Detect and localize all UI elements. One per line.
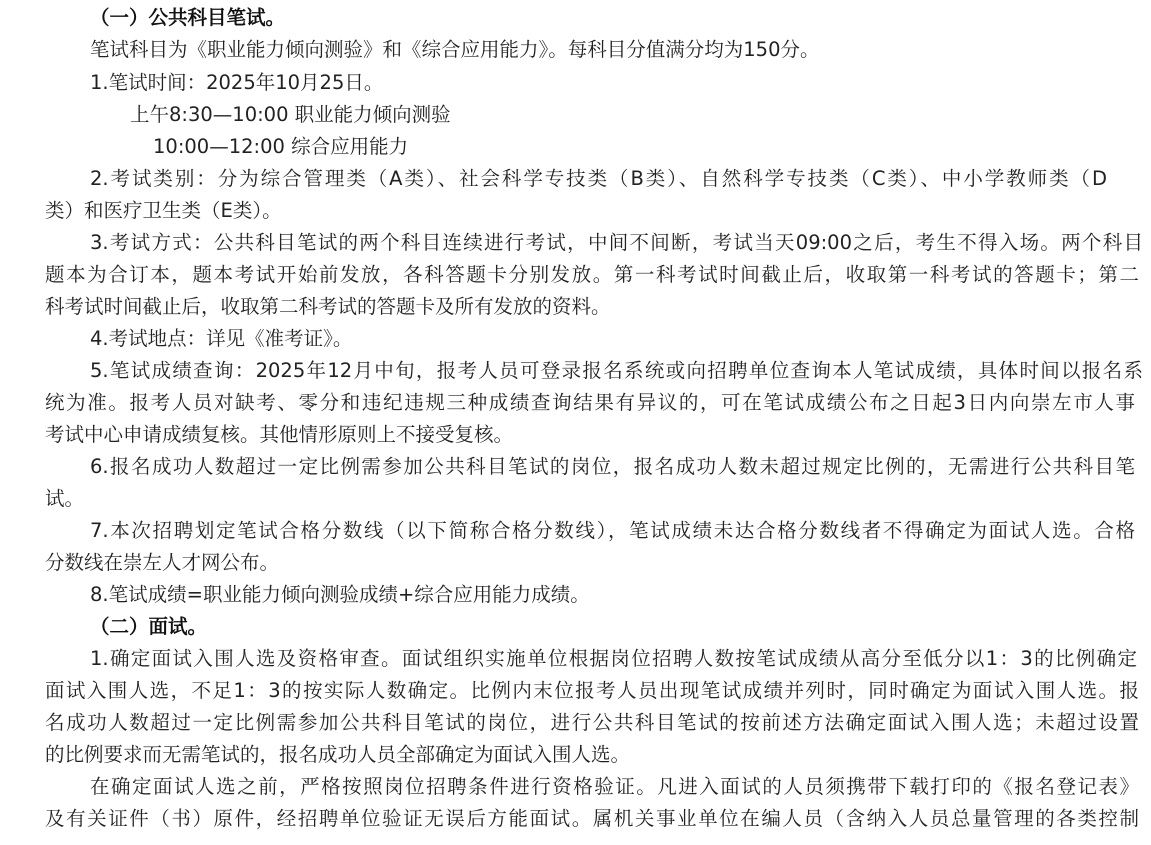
paragraph-line: 在确定面试人选之前，严格按照岗位招聘条件进行资格验证。凡进入面试的人员须携带下载打印的《报名登记表》 — [90, 775, 1139, 798]
paragraph-line: 上午8:30—10:00 职业能力倾向测验 — [130, 103, 451, 126]
paragraph-line: 科考试时间截止后，收取第二科考试的答题卡及所有发放的资料。 — [45, 295, 611, 318]
section-heading-written-exam: （一）公共科目笔试。 — [90, 6, 286, 29]
paragraph-line: 题本为合订本，题本考试开始前发放，各科答题卡分别发放。第一科考试时间截止后，收取第一科考试的答题卡；第二 — [45, 263, 1139, 286]
paragraph-line: 笔试科目为《职业能力倾向测验》和《综合应用能力》。每科目分值满分均为150分。 — [90, 38, 820, 61]
paragraph-line: 面试入围人选，不足1：3的按实际人数确定。比例内末位报考人员出现笔试成绩并列时，同时确定为面试入围人选。报 — [45, 679, 1139, 702]
paragraph-line: 6.报名成功人数超过一定比例需参加公共科目笔试的岗位，报名成功人数未超过规定比例的，无需进行公共科目笔 — [90, 455, 1135, 478]
paragraph-line: 考试中心申请成绩复核。其他情形原则上不接受复核。 — [45, 423, 514, 446]
paragraph-line: 4.考试地点：详见《准考证》。 — [90, 327, 353, 350]
paragraph-line: 名成功人数超过一定比例需参加公共科目笔试的岗位，进行公共科目笔试的按前述方法确定面试入围人选；未超过设置 — [45, 711, 1139, 734]
paragraph-line: 试。 — [45, 487, 85, 510]
paragraph-line: 的比例要求而无需笔试的，报名成功人员全部确定为面试入围人选。 — [45, 743, 631, 766]
paragraph-line: 及有关证件（书）原件，经招聘单位验证无误后方能面试。属机关事业单位在编人员（含纳入人员总量管理的各类控制 — [45, 807, 1139, 830]
paragraph-line: 分数线在崇左人才网公布。 — [45, 551, 280, 574]
section-heading-interview: （二）面试。 — [90, 615, 208, 638]
paragraph-line: 5.笔试成绩查询：2025年12月中旬，报考人员可登录报名系统或向招聘单位查询本人笔试成绩，具体时间以报名系 — [90, 359, 1143, 382]
paragraph-line: 1.笔试时间：2025年10月25日。 — [90, 71, 384, 94]
paragraph-line: 1.确定面试入围人选及资格审查。面试组织实施单位根据岗位招聘人数按笔试成绩从高分至低分以1：3的比例确定 — [90, 647, 1137, 670]
paragraph-line: 8.笔试成绩=职业能力倾向测验成绩+综合应用能力成绩。 — [90, 583, 590, 606]
paragraph-line: 3.考试方式：公共科目笔试的两个科目连续进行考试，中间不间断，考试当天09:00之后，考生不得入场。两个科目 — [90, 231, 1143, 254]
paragraph-line: 类）和医疗卫生类（E类）。 — [45, 199, 282, 222]
paragraph-line: 10:00—12:00 综合应用能力 — [153, 135, 409, 158]
paragraph-line: 2.考试类别：分为综合管理类（A类）、社会科学专技类（B类）、自然科学专技类（C类）、中小学教师类（D — [90, 167, 1107, 190]
paragraph-line: 统为准。报考人员对缺考、零分和违纪违规三种成绩查询结果有异议的，可在笔试成绩公布之日起3日内向崇左市人事 — [45, 391, 1135, 414]
paragraph-line: 7.本次招聘划定笔试合格分数线（以下简称合格分数线），笔试成绩未达合格分数线者不得确定为面试人选。合格 — [90, 519, 1135, 542]
